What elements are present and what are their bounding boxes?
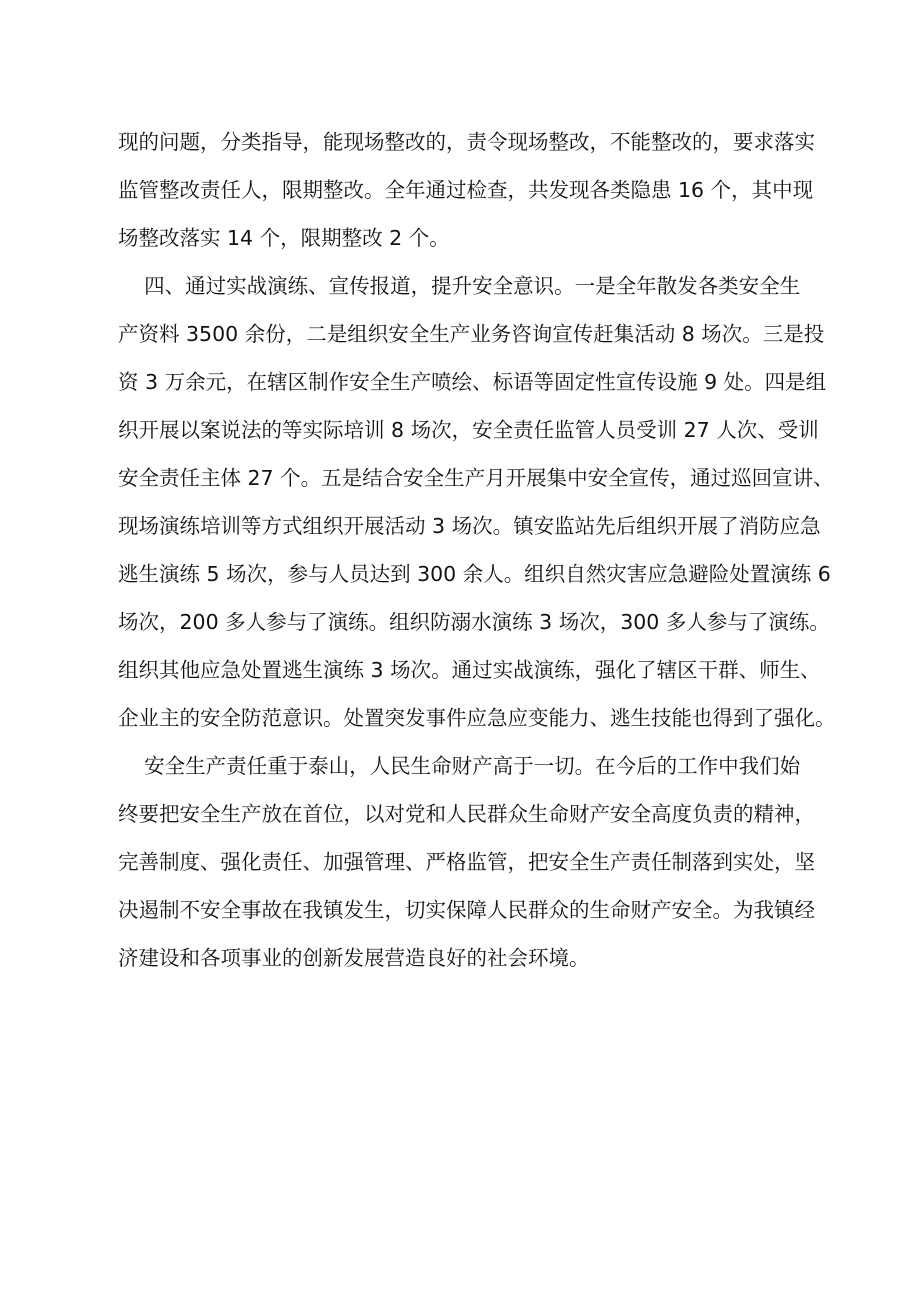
text-line: 安全责任主体 27 个。五是结合安全生产月开展集中安全宣传，通过巡回宣讲、 [118, 466, 834, 490]
text-line: 组织其他应急处置逃生演练 3 场次。通过实战演练，强化了辖区干群、师生、 [118, 658, 821, 682]
paragraph-inspection-results [118, 118, 815, 262]
text-line: 四、通过实战演练、宣传报道，提升安全意识。一是全年散发各类安全生 [118, 274, 801, 298]
text-line: 产资料 3500 余份，二是组织安全生产业务咨询宣传赶集活动 8 场次。三是投 [118, 322, 825, 346]
text-line: 资 3 万余元，在辖区制作安全生产喷绘、标语等固定性宣传设施 9 处。四是组 [118, 370, 827, 394]
text-line: 逃生演练 5 场次，参与人员达到 300 余人。组织自然灾害应急避险处置演练 6 [118, 562, 831, 586]
document-body [118, 118, 836, 982]
paragraph-safety-awareness [118, 262, 836, 742]
text-line: 监管整改责任人，限期整改。全年通过检查，共发现各类隐患 16 个，其中现 [118, 178, 814, 202]
text-line: 安全生产责任重于泰山，人民生命财产高于一切。在今后的工作中我们始 [118, 754, 801, 778]
text-line: 决遏制不安全事故在我镇发生，切实保障人民群众的生命财产安全。为我镇经 [118, 898, 815, 922]
text-line: 现的问题，分类指导，能现场整改的，责令现场整改，不能整改的，要求落实 [118, 130, 815, 154]
text-line: 织开展以案说法的等实际培训 8 场次，安全责任监管人员受训 27 人次、受训 [118, 418, 819, 442]
text-line: 场整改落实 14 个，限期整改 2 个。 [118, 226, 450, 250]
text-line: 场次，200 多人参与了演练。组织防溺水演练 3 场次，300 多人参与了演练。 [118, 610, 830, 634]
paragraph-conclusion [118, 742, 815, 982]
text-line: 济建设和各项事业的创新发展营造良好的社会环境。 [118, 946, 590, 970]
text-line: 完善制度、强化责任、加强管理、严格监管，把安全生产责任制落到实处，坚 [118, 850, 815, 874]
text-line: 终要把安全生产放在首位，以对党和人民群众生命财产安全高度负责的精神， [118, 802, 815, 826]
text-line: 现场演练培训等方式组织开展活动 3 场次。镇安监站先后组织开展了消防应急 [118, 514, 821, 538]
text-line: 企业主的安全防范意识。处置突发事件应急应变能力、逃生技能也得到了强化。 [118, 706, 836, 730]
